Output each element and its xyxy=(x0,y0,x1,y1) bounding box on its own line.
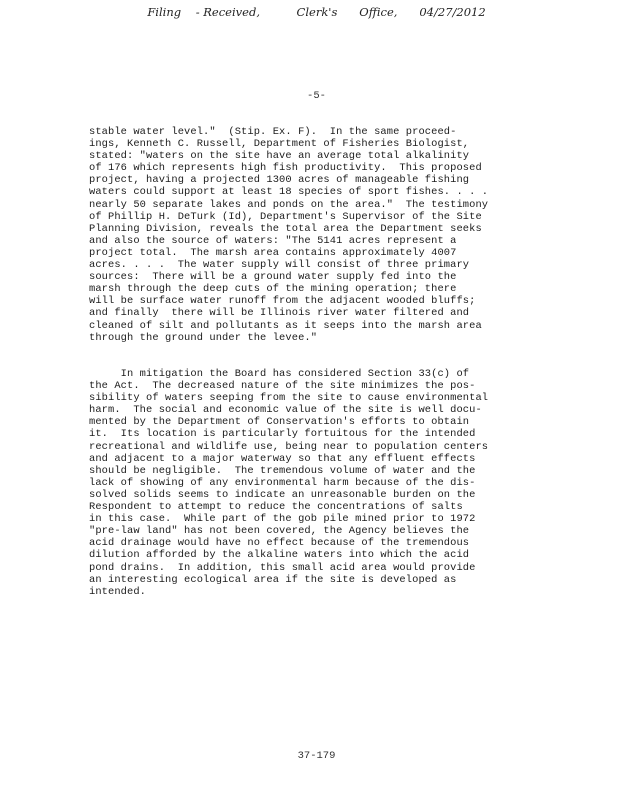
text-line: recreational and wildlife use, being near to population centers xyxy=(89,440,489,453)
text-line: sources: There will be a ground water supply fed into the xyxy=(89,271,457,284)
text-line: solved solids seems to indicate an unreasonable burden on the xyxy=(89,488,476,501)
text-line: acid drainage would have no effect because of the tremendous xyxy=(89,537,470,550)
text-line: In mitigation the Board has considered Section 33(c) of xyxy=(89,368,470,380)
text-line: of Phillip H. DeTurk (Id), Department's Supervisor of the Site xyxy=(89,210,482,223)
filing-stamp: Filing - Received, Clerk's Office, 04/27/2012 xyxy=(147,5,486,19)
text-line: through the ground under the levee." xyxy=(89,331,318,344)
text-line: lack of showing of any environmental harm because of the dis- xyxy=(89,476,476,489)
text-line: cleaned of silt and pollutants as it seeps into the marsh area xyxy=(89,319,482,332)
text-line: it. Its location is particularly fortuitous for the intended xyxy=(89,428,476,441)
text-line: "pre-law land" has not been covered, the Agency believes the xyxy=(89,525,470,538)
text-line: will be surface water runoff from the adjacent wooded bluffs; xyxy=(89,295,476,308)
paragraph-1 xyxy=(89,126,569,344)
text-line: stable water level." (Stip. Ex. F). In the same proceed- xyxy=(89,126,457,138)
text-line: of 176 which represents high fish productivity. This proposed xyxy=(89,162,482,175)
text-line: an interesting ecological area if the site is developed as xyxy=(89,573,457,586)
text-line: dilution afforded by the alkaline waters into which the acid xyxy=(89,549,470,562)
text-line: and adjacent to a major waterway so that any effluent effects xyxy=(89,452,476,465)
text-line: waters could support at least 18 species of sport fishes. . . . xyxy=(89,186,489,199)
text-line: acres. . . . The water supply will consist of three primary xyxy=(89,259,470,272)
text-line: harm. The social and economic value of the site is well docu- xyxy=(89,404,482,417)
text-line: in this case. While part of the gob pile mined prior to 1972 xyxy=(89,513,476,526)
text-line: the Act. The decreased nature of the site minimizes the pos- xyxy=(89,380,476,393)
text-line: and also the source of waters: "The 5141 acres represent a xyxy=(89,234,457,247)
text-line: intended. xyxy=(89,585,147,598)
text-line: mented by the Department of Conservation's efforts to obtain xyxy=(89,416,470,429)
text-line: stated: "waters on the site have an average total alkalinity xyxy=(89,150,470,163)
paragraph-2 xyxy=(89,368,569,598)
footer-page-ref: 37-179 xyxy=(297,750,336,762)
text-line: and finally there will be Illinois river water filtered and xyxy=(89,307,470,320)
text-line: sibility of waters seeping from the site to cause environmental xyxy=(89,392,489,405)
text-line: should be negligible. The tremendous volume of water and the xyxy=(89,464,476,477)
text-line: project total. The marsh area contains approximately 4007 xyxy=(89,246,457,259)
text-line: nearly 50 separate lakes and ponds on the area." The testimony xyxy=(89,198,489,211)
text-line: pond drains. In addition, this small acid area would provide xyxy=(89,561,476,574)
text-line: Respondent to attempt to reduce the concentrations of salts xyxy=(89,501,463,514)
text-line: ings, Kenneth C. Russell, Department of Fisheries Biologist, xyxy=(89,138,470,151)
page-number: -5- xyxy=(307,90,326,102)
text-line: project, having a projected 1300 acres of manageable fishing xyxy=(89,174,470,187)
text-line: Planning Division, reveals the total area the Department seeks xyxy=(89,222,482,235)
text-line: marsh through the deep cuts of the mining operation; there xyxy=(89,283,457,296)
